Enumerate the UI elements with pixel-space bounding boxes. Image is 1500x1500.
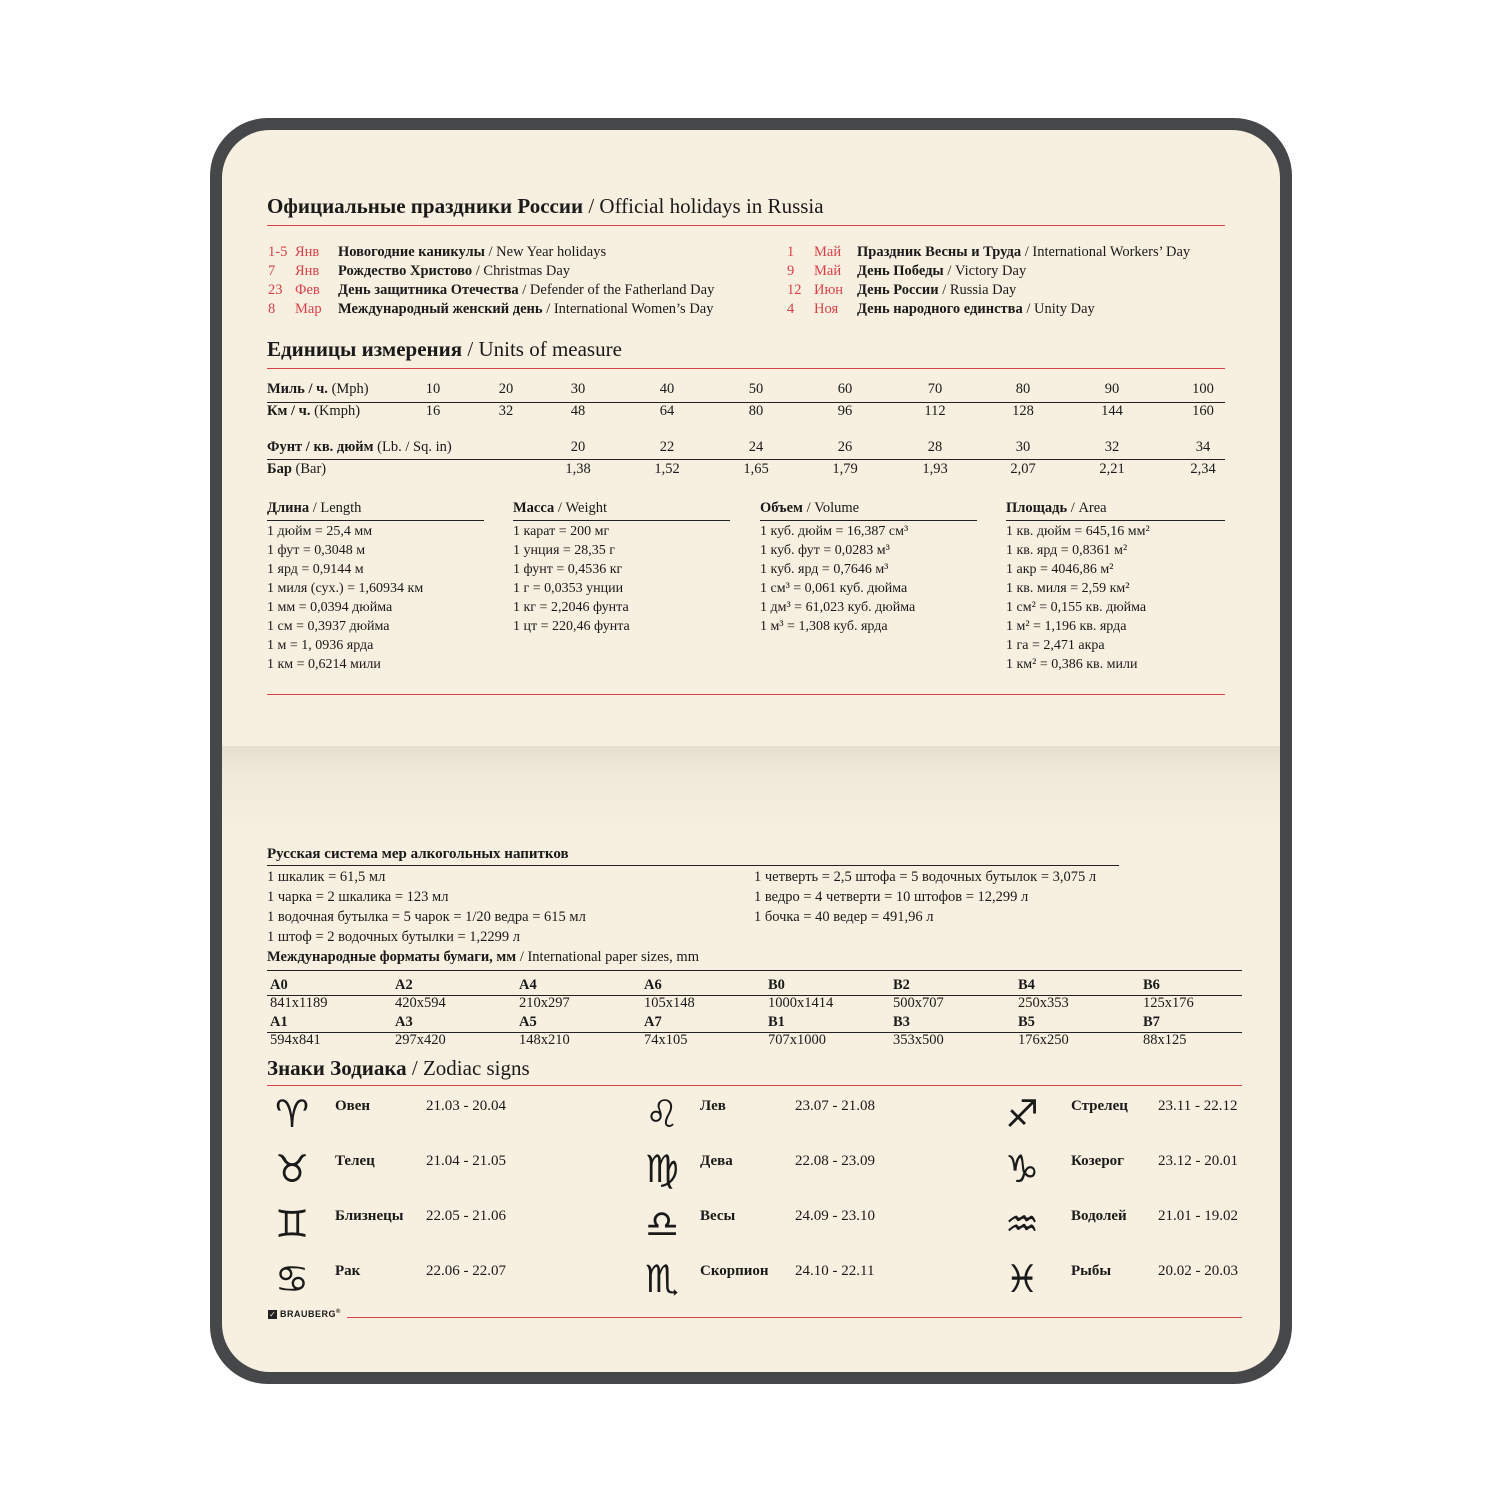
alcohol-item: 1 шкалик = 61,5 мл (267, 869, 386, 885)
zodiac-sign-dates: 23.11 - 22.12 (1158, 1098, 1238, 1114)
paper-format-name: B5 (1018, 1014, 1035, 1030)
conversion-column-rule (760, 520, 977, 521)
holiday-row (787, 243, 1190, 262)
holiday-month: Фев (295, 282, 320, 298)
paper-format-name: A1 (270, 1014, 288, 1030)
conversion-item: 1 см³ = 0,061 куб. дюйма (760, 581, 908, 596)
conversion-item: 1 м³ = 1,308 куб. ярда (760, 619, 888, 634)
paper-title: Международные форматы бумаги, мм / International paper sizes, mm (267, 949, 699, 965)
zodiac-sign-dates: 20.02 - 20.03 (1158, 1263, 1238, 1279)
alcohol-item: 1 чарка = 2 шкалика = 123 мл (267, 889, 449, 905)
conversion-item: 1 км² = 0,386 кв. мили (1006, 657, 1138, 672)
holiday-day: 1 (787, 244, 795, 260)
alcohol-title: Русская система мер алкогольных напитков (267, 846, 569, 862)
zodiac-sign-name: Овен (335, 1098, 371, 1114)
zodiac-sign-dates: 22.05 - 21.06 (426, 1208, 506, 1224)
psi-value: 22 (659, 439, 675, 455)
conversion-item: 1 см = 0,3937 дюйма (267, 619, 390, 634)
holiday-month: Ноя (814, 301, 839, 317)
zodiac-sign-name: Телец (335, 1153, 375, 1169)
holiday-name-en: / Victory Day (943, 263, 1027, 279)
sagittarius-icon: ♐ (1004, 1092, 1040, 1136)
holiday-month: Янв (295, 263, 320, 279)
holiday-day: 23 (268, 282, 283, 298)
kmph-value: 80 (748, 403, 764, 419)
paper-format-size: 74x105 (644, 1032, 688, 1048)
conversion-item: 1 унция = 28,35 г (513, 543, 616, 558)
kmph-value: 160 (1192, 403, 1214, 419)
conversion-column-title (760, 500, 859, 517)
paper-format-name: A6 (644, 977, 662, 993)
mph-value: 90 (1104, 381, 1120, 397)
paper-format-size: 88x125 (1143, 1032, 1187, 1048)
conversion-item: 1 кв. дюйм = 645,16 мм² (1006, 524, 1150, 539)
zodiac-sign-name: Рак (335, 1263, 361, 1279)
conversion-column-title-main: Длина (267, 500, 310, 516)
holiday-name: Рождество Христово (338, 263, 473, 279)
alcohol-item: 1 штоф = 2 водочных бутылки = 1,2299 л (267, 929, 520, 945)
conversion-item: 1 м = 1, 0936 ярда (267, 638, 374, 653)
paper-format-name: B3 (893, 1014, 910, 1030)
paper-format-name: A5 (519, 1014, 537, 1030)
conversion-item: 1 км = 0,6214 мили (267, 657, 381, 672)
paper-format-name: A4 (519, 977, 537, 993)
zodiac-sign-dates: 22.06 - 22.07 (426, 1263, 506, 1279)
paper-format-size: 176x250 (1018, 1032, 1069, 1048)
bar-value: 1,79 (832, 461, 858, 477)
holidays-right-list (787, 243, 1190, 319)
holiday-row (268, 281, 714, 300)
zodiac-sign-dates: 23.12 - 20.01 (1158, 1153, 1238, 1169)
holiday-name-en: / Christmas Day (472, 263, 571, 279)
zodiac-sign-dates: 21.03 - 20.04 (426, 1098, 506, 1114)
paper-format-size: 148x210 (519, 1032, 570, 1048)
holiday-row (787, 262, 1190, 281)
bar-value: 2,34 (1190, 461, 1216, 477)
paper-format-size: 250x353 (1018, 995, 1069, 1011)
paper-format-size: 707x1000 (768, 1032, 826, 1048)
conversion-item: 1 м² = 1,196 кв. ярда (1006, 619, 1127, 634)
zodiac-sign-dates: 24.09 - 23.10 (795, 1208, 875, 1224)
conversion-column-title-main: Объем (760, 500, 803, 516)
conversion-item: 1 дм³ = 61,023 куб. дюйма (760, 600, 916, 615)
holiday-month: Май (814, 244, 842, 260)
conversion-item: 1 карат = 200 мг (513, 524, 610, 539)
mph-value: 50 (748, 381, 764, 397)
psi-value: 32 (1104, 439, 1120, 455)
libra-icon: ♎ (644, 1202, 680, 1246)
psi-value: 20 (570, 439, 586, 455)
kmph-value: 144 (1101, 403, 1123, 419)
zodiac-sign-name: Водолей (1071, 1208, 1127, 1224)
mph-value: 10 (425, 381, 441, 397)
holiday-name-en: / International Workers’ Day (1021, 244, 1191, 260)
zodiac-sign-name: Близнецы (335, 1208, 404, 1224)
paper-format-name: A7 (644, 1014, 662, 1030)
paper-format-name: B1 (768, 1014, 785, 1030)
conversion-item: 1 кв. миля = 2,59 км² (1006, 581, 1130, 596)
conversion-item: 1 куб. фут = 0,0283 м³ (760, 543, 890, 558)
conversion-column-title-en: / Area (1067, 500, 1107, 516)
capricorn-icon: ♑ (1004, 1147, 1040, 1191)
holiday-row (268, 300, 714, 319)
gemini-icon: ♊ (274, 1202, 310, 1246)
psi-value: 34 (1195, 439, 1211, 455)
holiday-name-en: / Unity Day (1022, 301, 1095, 317)
holiday-name: День народного единства (857, 301, 1023, 317)
alcohol-item: 1 водочная бутылка = 5 чарок = 1/20 ведра = 615 мл (267, 909, 586, 925)
zodiac-sign-dates: 21.01 - 19.02 (1158, 1208, 1238, 1224)
kmph-value: 112 (924, 403, 946, 419)
conversion-item: 1 г = 0,0353 унции (513, 581, 624, 596)
conversion-column-title (267, 500, 361, 517)
mph-value: 100 (1192, 381, 1214, 397)
paper-rule-top (267, 970, 1242, 971)
kmph-value: 64 (659, 403, 675, 419)
alcohol-item: 1 четверть = 2,5 штофа = 5 водочных бутылок = 3,075 л (754, 869, 1097, 885)
mph-value: 40 (659, 381, 675, 397)
paper-format-size: 210x297 (519, 995, 570, 1011)
holiday-day: 9 (787, 263, 795, 279)
kmph-value: 48 (570, 403, 586, 419)
kmph-value: 32 (498, 403, 514, 419)
kmph-label: Км / ч. (Kmph) (267, 403, 361, 419)
conversion-item: 1 миля (сух.) = 1,60934 км (267, 581, 424, 596)
paper-format-size: 353x500 (893, 1032, 944, 1048)
psi-value: 26 (837, 439, 853, 455)
conversion-column-list (760, 522, 915, 636)
conversion-column-title (1006, 500, 1107, 517)
mph-label: Миль / ч. (Mph) (267, 381, 369, 397)
conversion-item: 1 мм = 0,0394 дюйма (267, 600, 393, 615)
conversion-item: 1 га = 2,471 акра (1006, 638, 1105, 653)
paper-format-name: B4 (1018, 977, 1035, 993)
holiday-day: 7 (268, 263, 276, 279)
bar-value: 1,52 (654, 461, 680, 477)
zodiac-sign-name: Козерог (1071, 1153, 1124, 1169)
cancer-icon: ♋ (274, 1257, 310, 1301)
conversion-column-title-en: / Volume (802, 500, 860, 516)
holiday-day: 12 (787, 282, 802, 298)
zodiac-sign-name: Скорпион (700, 1263, 769, 1279)
virgo-icon: ♍ (644, 1147, 680, 1191)
conversion-column-list (513, 522, 630, 636)
holidays-title: Официальные праздники России / Official holidays in Russia (267, 194, 824, 218)
holiday-month: Янв (295, 244, 320, 260)
holidays-left-list (268, 243, 714, 319)
holiday-name: Новогодние каникулы (338, 244, 485, 260)
paper-format-size: 594x841 (270, 1032, 321, 1048)
aries-icon: ♈ (274, 1092, 310, 1136)
zodiac-sign-dates: 23.07 - 21.08 (795, 1098, 875, 1114)
brand-logo-mark: ✓ (269, 1310, 276, 1319)
zodiac-sign-dates: 21.04 - 21.05 (426, 1153, 506, 1169)
mph-value: 30 (570, 381, 586, 397)
holiday-name: День защитника Отечества (338, 282, 519, 298)
holiday-name-en: / New Year holidays (484, 244, 607, 260)
paper-format-size: 841x1189 (270, 995, 328, 1011)
units-title: Единицы измерения / Units of measure (267, 337, 622, 361)
conversion-item: 1 цт = 220,46 фунта (513, 619, 630, 634)
conversion-item: 1 куб. дюйм = 16,387 см³ (760, 524, 909, 539)
bar-value: 1,38 (565, 461, 591, 477)
notebook-page (222, 130, 1280, 1372)
page-fold (222, 746, 1280, 836)
zodiac-sign-name: Дева (700, 1153, 733, 1169)
holiday-name-en: / Defender of the Fatherland Day (518, 282, 715, 298)
holiday-name-en: / International Women’s Day (542, 301, 714, 317)
holiday-row (787, 281, 1190, 300)
bar-value: 1,93 (922, 461, 948, 477)
paper-format-size: 500x707 (893, 995, 944, 1011)
zodiac-title: Знаки Зодиака / Zodiac signs (267, 1056, 530, 1080)
psi-value: 24 (748, 439, 764, 455)
holiday-month: Июн (814, 282, 844, 298)
mph-value: 20 (498, 381, 514, 397)
alcohol-item: 1 ведро = 4 четверти = 10 штофов = 12,299 л (754, 889, 1029, 905)
units-bottom-rule (267, 694, 1225, 695)
conversion-item: 1 акр = 4046,86 м² (1006, 562, 1114, 577)
zodiac-sign-dates: 22.08 - 23.09 (795, 1153, 875, 1169)
mph-value: 70 (927, 381, 943, 397)
paper-format-name: A0 (270, 977, 288, 993)
bar-value: 2,21 (1099, 461, 1125, 477)
paper-format-name: A2 (395, 977, 413, 993)
conversion-item: 1 кг = 2,2046 фунта (513, 600, 629, 615)
conversion-column-list (1006, 522, 1150, 674)
aquarius-icon: ♒ (1004, 1202, 1040, 1246)
pisces-icon: ♓ (1004, 1257, 1040, 1301)
zodiac-sign-name: Рыбы (1071, 1263, 1112, 1279)
zodiac-sign-name: Лев (700, 1098, 726, 1114)
alcohol-item: 1 бочка = 40 ведер = 491,96 л (754, 909, 934, 925)
conversion-item: 1 ярд = 0,9144 м (267, 562, 364, 577)
zodiac-rule (267, 1085, 1242, 1086)
holiday-day: 1-5 (268, 244, 288, 260)
zodiac-sign-name: Весы (700, 1208, 736, 1224)
alcohol-right-list (754, 867, 1096, 927)
kmph-value: 96 (837, 403, 853, 419)
conversion-column-rule (267, 520, 484, 521)
conversion-item: 1 см² = 0,155 кв. дюйма (1006, 600, 1147, 615)
conversion-column-title (513, 500, 607, 517)
zodiac-sign-dates: 24.10 - 22.11 (795, 1263, 875, 1279)
conversion-column-rule (513, 520, 730, 521)
holiday-name: Праздник Весны и Труда (857, 244, 1022, 260)
zodiac-sign-name: Стрелец (1071, 1098, 1128, 1114)
conversion-column-title-main: Площадь (1006, 500, 1068, 516)
holidays-rule (267, 225, 1225, 226)
holiday-name-en: / Russia Day (938, 282, 1017, 298)
paper-format-size: 297x420 (395, 1032, 446, 1048)
holiday-row (268, 243, 714, 262)
alcohol-left-list (267, 867, 586, 947)
holiday-name: Международный женский день (338, 301, 543, 317)
paper-format-name: B6 (1143, 977, 1160, 993)
bar-value: 1,65 (743, 461, 769, 477)
holiday-name: День России (857, 282, 939, 298)
paper-format-name: B7 (1143, 1014, 1160, 1030)
brand-logo: BRAUBERG® (280, 1309, 341, 1319)
conversion-column-title-en: / Length (309, 500, 362, 516)
leo-icon: ♌ (644, 1092, 680, 1136)
holiday-day: 4 (787, 301, 795, 317)
brand-rule (347, 1317, 1242, 1318)
paper-format-size: 1000x1414 (768, 995, 834, 1011)
psi-value: 28 (927, 439, 943, 455)
conversion-item: 1 фут = 0,3048 м (267, 543, 366, 558)
kmph-value: 128 (1012, 403, 1034, 419)
conversion-column-rule (1006, 520, 1225, 521)
conversion-column-list (267, 522, 423, 674)
kmph-value: 16 (425, 403, 441, 419)
paper-format-size: 105x148 (644, 995, 695, 1011)
bar-value: 2,07 (1010, 461, 1036, 477)
conversion-column-title-main: Масса (513, 500, 555, 516)
paper-format-size: 125x176 (1143, 995, 1194, 1011)
alcohol-rule (267, 865, 1119, 866)
conversion-item: 1 фунт = 0,4536 кг (513, 562, 623, 577)
pressure-rule (267, 459, 1225, 460)
conversion-column-title-en: / Weight (554, 500, 608, 516)
conversion-item: 1 дюйм = 25,4 мм (267, 524, 373, 539)
paper-format-name: A3 (395, 1014, 413, 1030)
holiday-name: День Победы (857, 263, 944, 279)
holiday-day: 8 (268, 301, 276, 317)
paper-format-name: B2 (893, 977, 910, 993)
paper-format-size: 420x594 (395, 995, 446, 1011)
psi-label: Фунт / кв. дюйм (Lb. / Sq. in) (267, 439, 452, 455)
holiday-month: Май (814, 263, 842, 279)
holiday-row (268, 262, 714, 281)
paper-format-name: B0 (768, 977, 785, 993)
conversion-item: 1 куб. ярд = 0,7646 м³ (760, 562, 889, 577)
mph-value: 60 (837, 381, 853, 397)
bar-label: Бар (Bar) (267, 461, 327, 477)
units-rule (267, 368, 1225, 369)
scorpio-icon: ♏ (644, 1257, 680, 1301)
conversion-item: 1 кв. ярд = 0,8361 м² (1006, 543, 1128, 558)
holiday-row (787, 300, 1190, 319)
mph-value: 80 (1015, 381, 1031, 397)
psi-value: 30 (1015, 439, 1031, 455)
taurus-icon: ♉ (274, 1147, 310, 1191)
holiday-month: Мар (295, 301, 322, 317)
